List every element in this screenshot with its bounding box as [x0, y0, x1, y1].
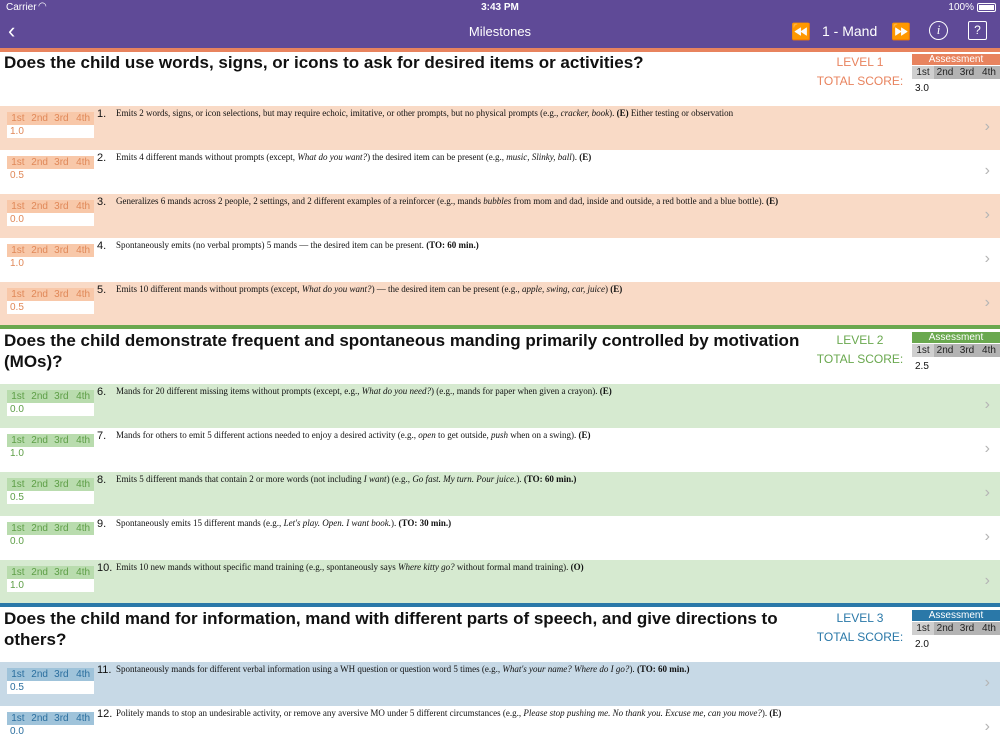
- chevron-right-icon[interactable]: ›: [984, 572, 990, 589]
- milestone-number: 9.: [97, 518, 107, 530]
- assessment-tab-4[interactable]: 4th: [982, 345, 996, 356]
- quarter-tabs: [7, 522, 94, 535]
- milestone-description: Emits 4 different mands without prompts (except, What do you want?) the desired item can be present (e.g., music, Slinky, ball). (E): [116, 152, 592, 162]
- quarter-tab-1[interactable]: 1st: [11, 479, 25, 490]
- level-divider: [0, 603, 1000, 607]
- quarter-tabs: [7, 112, 94, 125]
- quarter-tab-4[interactable]: 4th: [76, 435, 91, 446]
- assessment-tab-2[interactable]: 2nd: [936, 67, 954, 78]
- level-label: LEVEL 3: [836, 611, 884, 625]
- chevron-right-icon[interactable]: ›: [984, 118, 990, 135]
- quarter-tab-4[interactable]: 4th: [76, 391, 91, 402]
- chevron-right-icon[interactable]: ›: [984, 484, 990, 501]
- milestone-row[interactable]: [0, 560, 1000, 604]
- quarter-tab-2[interactable]: 2nd: [31, 245, 48, 256]
- quarter-tabs: [7, 434, 94, 447]
- previous-level-icon[interactable]: ⏪: [791, 24, 811, 41]
- milestone-description: Spontaneously emits (no verbal prompts) 5 mands — the desired item can be present. (TO: 60 min.): [116, 240, 479, 250]
- quarter-tab-3[interactable]: 3rd: [54, 245, 69, 256]
- quarter-tabs: [7, 668, 94, 681]
- quarter-tab-3[interactable]: 3rd: [54, 479, 69, 490]
- carrier-label: Carrier: [6, 2, 37, 13]
- quarter-tab-3[interactable]: 3rd: [54, 713, 69, 724]
- milestone-row[interactable]: [0, 106, 1000, 150]
- milestone-score[interactable]: 0.5: [7, 681, 94, 694]
- milestone-score[interactable]: 0.5: [7, 301, 94, 314]
- milestone-number: 6.: [97, 386, 107, 398]
- quarter-tab-2[interactable]: 2nd: [31, 201, 48, 212]
- milestone-number: 8.: [97, 474, 107, 486]
- milestone-row[interactable]: [0, 150, 1000, 194]
- assessment-tab-4[interactable]: 4th: [982, 67, 996, 78]
- quarter-tab-4[interactable]: 4th: [76, 669, 91, 680]
- milestone-score[interactable]: 1.0: [7, 447, 94, 460]
- quarter-tab-4[interactable]: 4th: [76, 523, 91, 534]
- quarter-tab-1[interactable]: 1st: [11, 391, 25, 402]
- total-score-value: 3.0: [915, 83, 929, 94]
- milestone-number: 3.: [97, 196, 107, 208]
- quarter-tab-3[interactable]: 3rd: [54, 523, 69, 534]
- assessment-tab-2[interactable]: 2nd: [936, 345, 954, 356]
- quarter-tab-3[interactable]: 3rd: [54, 435, 69, 446]
- quarter-tab-1[interactable]: 1st: [11, 669, 25, 680]
- quarter-tabs: [7, 712, 94, 725]
- section-question: Does the child demonstrate frequent and spontaneous manding primarily controlled by motivation (MOs)?: [4, 331, 800, 371]
- milestone-number: 5.: [97, 284, 107, 296]
- milestone-score[interactable]: 0.0: [7, 403, 94, 416]
- total-score-label: TOTAL SCORE:: [816, 630, 904, 644]
- milestone-description: Mands for 20 different missing items without prompts (except, e.g., What do you need?) (e.g., mands for paper when given a crayon). (E): [116, 386, 612, 396]
- milestone-description: Emits 2 words, signs, or icon selections, but may require echoic, imitative, or other prompts, but no physical prompts (e.g., cracker, book). (E) Either testing or observation: [116, 108, 734, 118]
- section-question: Does the child mand for information, mand with different parts of speech, and give directions to others?: [4, 609, 778, 649]
- milestone-number: 10.: [97, 562, 113, 574]
- quarter-tabs: [7, 566, 94, 579]
- milestone-row[interactable]: [0, 194, 1000, 238]
- milestone-score[interactable]: 0.5: [7, 491, 94, 504]
- total-score-value: 2.5: [915, 361, 929, 372]
- quarter-tabs: [7, 390, 94, 403]
- assessment-quarter-tabs: [912, 344, 1000, 357]
- assessment-quarter-tabs: [912, 66, 1000, 79]
- quarter-tab-3[interactable]: 3rd: [54, 567, 69, 578]
- milestone-row[interactable]: [0, 282, 1000, 326]
- milestone-score[interactable]: 0.0: [7, 725, 94, 738]
- quarter-tabs: [7, 200, 94, 213]
- quarter-tab-3[interactable]: 3rd: [54, 669, 69, 680]
- wifi-icon: ◠: [38, 1, 47, 12]
- chevron-right-icon[interactable]: ›: [984, 718, 990, 735]
- milestone-row[interactable]: [0, 516, 1000, 560]
- quarter-tab-2[interactable]: 2nd: [31, 713, 48, 724]
- quarter-tab-1[interactable]: 1st: [11, 245, 25, 256]
- assessment-tab-3[interactable]: 3rd: [959, 345, 975, 356]
- milestone-number: 7.: [97, 430, 107, 442]
- quarter-tab-1[interactable]: 1st: [11, 113, 25, 124]
- quarter-tabs: [7, 244, 94, 257]
- milestone-description: Emits 10 different mands without prompts (except, What do you want?) — the desired item can be present (e.g., apple, swing, car, juice) (E): [116, 284, 623, 294]
- assessment-quarter-tabs: [912, 622, 1000, 635]
- chevron-right-icon[interactable]: ›: [984, 440, 990, 457]
- milestone-row[interactable]: [0, 472, 1000, 516]
- quarter-tab-1[interactable]: 1st: [11, 713, 25, 724]
- level-label: LEVEL 1: [836, 55, 884, 69]
- milestone-score[interactable]: 0.5: [7, 169, 94, 182]
- quarter-tab-2[interactable]: 2nd: [31, 391, 48, 402]
- chevron-right-icon[interactable]: ›: [984, 206, 990, 223]
- quarter-tab-4[interactable]: 4th: [76, 567, 91, 578]
- assessment-tab-1[interactable]: 1st: [912, 344, 934, 357]
- quarter-tab-1[interactable]: 1st: [11, 567, 25, 578]
- quarter-tab-3[interactable]: 3rd: [54, 157, 69, 168]
- info-icon[interactable]: i: [929, 21, 948, 40]
- total-score-label: TOTAL SCORE:: [816, 352, 904, 366]
- section-question: Does the child use words, signs, or icons to ask for desired items or activities?: [4, 53, 644, 72]
- quarter-tab-2[interactable]: 2nd: [31, 435, 48, 446]
- assessment-tab-3[interactable]: 3rd: [959, 623, 975, 634]
- milestone-row[interactable]: [0, 238, 1000, 282]
- quarter-tab-4[interactable]: 4th: [76, 713, 91, 724]
- battery-icon: [977, 3, 996, 12]
- assessment-tab-2[interactable]: 2nd: [936, 623, 954, 634]
- quarter-tab-4[interactable]: 4th: [76, 157, 91, 168]
- quarter-tab-4[interactable]: 4th: [76, 289, 91, 300]
- milestone-row[interactable]: [0, 428, 1000, 472]
- assessment-tab-3[interactable]: 3rd: [959, 67, 975, 78]
- level-divider: [0, 325, 1000, 329]
- quarter-tab-1[interactable]: 1st: [11, 157, 25, 168]
- quarter-tab-3[interactable]: 3rd: [54, 113, 69, 124]
- assessment-tab-1[interactable]: 1st: [912, 66, 934, 79]
- milestone-number: 1.: [97, 108, 107, 120]
- milestone-description: Emits 10 new mands without specific mand training (e.g., spontaneously says Where kitty go? without formal mand training). (O): [116, 562, 584, 572]
- next-level-icon[interactable]: ⏩: [891, 24, 911, 41]
- milestone-score[interactable]: 1.0: [7, 257, 94, 270]
- status-bar: [0, 0, 1000, 16]
- quarter-tab-2[interactable]: 2nd: [31, 157, 48, 168]
- milestone-row[interactable]: [0, 662, 1000, 706]
- quarter-tab-1[interactable]: 1st: [11, 523, 25, 534]
- quarter-tab-3[interactable]: 3rd: [54, 289, 69, 300]
- battery-percent: 100%: [948, 2, 974, 13]
- milestone-description: Spontaneously emits 15 different mands (e.g., Let's play. Open. I want book.). (TO: 30 min.): [116, 518, 452, 528]
- level-label: LEVEL 2: [836, 333, 884, 347]
- assessment-header: Assessment: [912, 54, 1000, 65]
- quarter-tab-4[interactable]: 4th: [76, 113, 91, 124]
- milestone-score[interactable]: 1.0: [7, 579, 94, 592]
- current-level-label: 1 - Mand: [822, 23, 878, 39]
- milestone-description: Spontaneously mands for different verbal information using a WH question or question word 5 times (e.g., What's your name? Where do I go?). (TO: 60 min.): [116, 664, 690, 674]
- milestone-row[interactable]: [0, 384, 1000, 428]
- quarter-tab-2[interactable]: 2nd: [31, 113, 48, 124]
- total-score-label: TOTAL SCORE:: [816, 74, 904, 88]
- quarter-tabs: [7, 288, 94, 301]
- milestone-score[interactable]: 0.0: [7, 213, 94, 226]
- quarter-tab-2[interactable]: 2nd: [31, 567, 48, 578]
- milestone-description: Mands for others to emit 5 different actions needed to enjoy a desired activity (e.g., open to get outside, push when on a swing). (E): [116, 430, 591, 440]
- quarter-tab-4[interactable]: 4th: [76, 245, 91, 256]
- quarter-tab-3[interactable]: 3rd: [54, 201, 69, 212]
- quarter-tabs: [7, 478, 94, 491]
- quarter-tab-2[interactable]: 2nd: [31, 479, 48, 490]
- assessment-header: Assessment: [912, 610, 1000, 621]
- milestone-number: 12.: [97, 708, 113, 720]
- quarter-tab-2[interactable]: 2nd: [31, 523, 48, 534]
- chevron-right-icon[interactable]: ›: [984, 674, 990, 691]
- total-score-value: 2.0: [915, 639, 929, 650]
- assessment-tab-1[interactable]: 1st: [912, 622, 934, 635]
- back-chevron-icon[interactable]: ‹: [8, 18, 16, 43]
- chevron-right-icon[interactable]: ›: [984, 396, 990, 413]
- chevron-right-icon[interactable]: ›: [984, 250, 990, 267]
- help-icon[interactable]: ?: [968, 21, 987, 40]
- quarter-tab-2[interactable]: 2nd: [31, 669, 48, 680]
- navigation-bar: [0, 0, 1000, 48]
- milestone-description: Politely mands to stop an undesirable activity, or remove any aversive MO under 5 different circumstances (e.g., Please stop pushing me. No thank you. Excuse me, can you move?). (E): [116, 708, 782, 718]
- milestone-number: 2.: [97, 152, 107, 164]
- quarter-tab-1[interactable]: 1st: [11, 435, 25, 446]
- quarter-tab-1[interactable]: 1st: [11, 289, 25, 300]
- milestone-number: 4.: [97, 240, 107, 252]
- quarter-tabs: [7, 156, 94, 169]
- page-title: Milestones: [468, 24, 532, 39]
- chevron-right-icon[interactable]: ›: [984, 294, 990, 311]
- clock: 3:43 PM: [481, 2, 519, 13]
- milestone-number: 11.: [97, 664, 112, 676]
- quarter-tab-3[interactable]: 3rd: [54, 391, 69, 402]
- milestone-score[interactable]: 1.0: [7, 125, 94, 138]
- milestone-description: Generalizes 6 mands across 2 people, 2 settings, and 2 different examples of a reinforcer (e.g., mands bubbles from mom and dad, inside and outside, a red bottle and a blue bottle). (E): [116, 196, 779, 206]
- quarter-tab-4[interactable]: 4th: [76, 201, 91, 212]
- assessment-header: Assessment: [912, 332, 1000, 343]
- chevron-right-icon[interactable]: ›: [984, 528, 990, 545]
- milestone-row[interactable]: [0, 706, 1000, 750]
- milestone-description: Emits 5 different mands that contain 2 or more words (not including I want) (e.g., Go fast. My turn. Pour juice.). (TO: 60 min.): [116, 474, 577, 484]
- milestone-score[interactable]: 0.0: [7, 535, 94, 548]
- quarter-tab-1[interactable]: 1st: [11, 201, 25, 212]
- quarter-tab-2[interactable]: 2nd: [31, 289, 48, 300]
- assessment-tab-4[interactable]: 4th: [982, 623, 996, 634]
- quarter-tab-4[interactable]: 4th: [76, 479, 91, 490]
- chevron-right-icon[interactable]: ›: [984, 162, 990, 179]
